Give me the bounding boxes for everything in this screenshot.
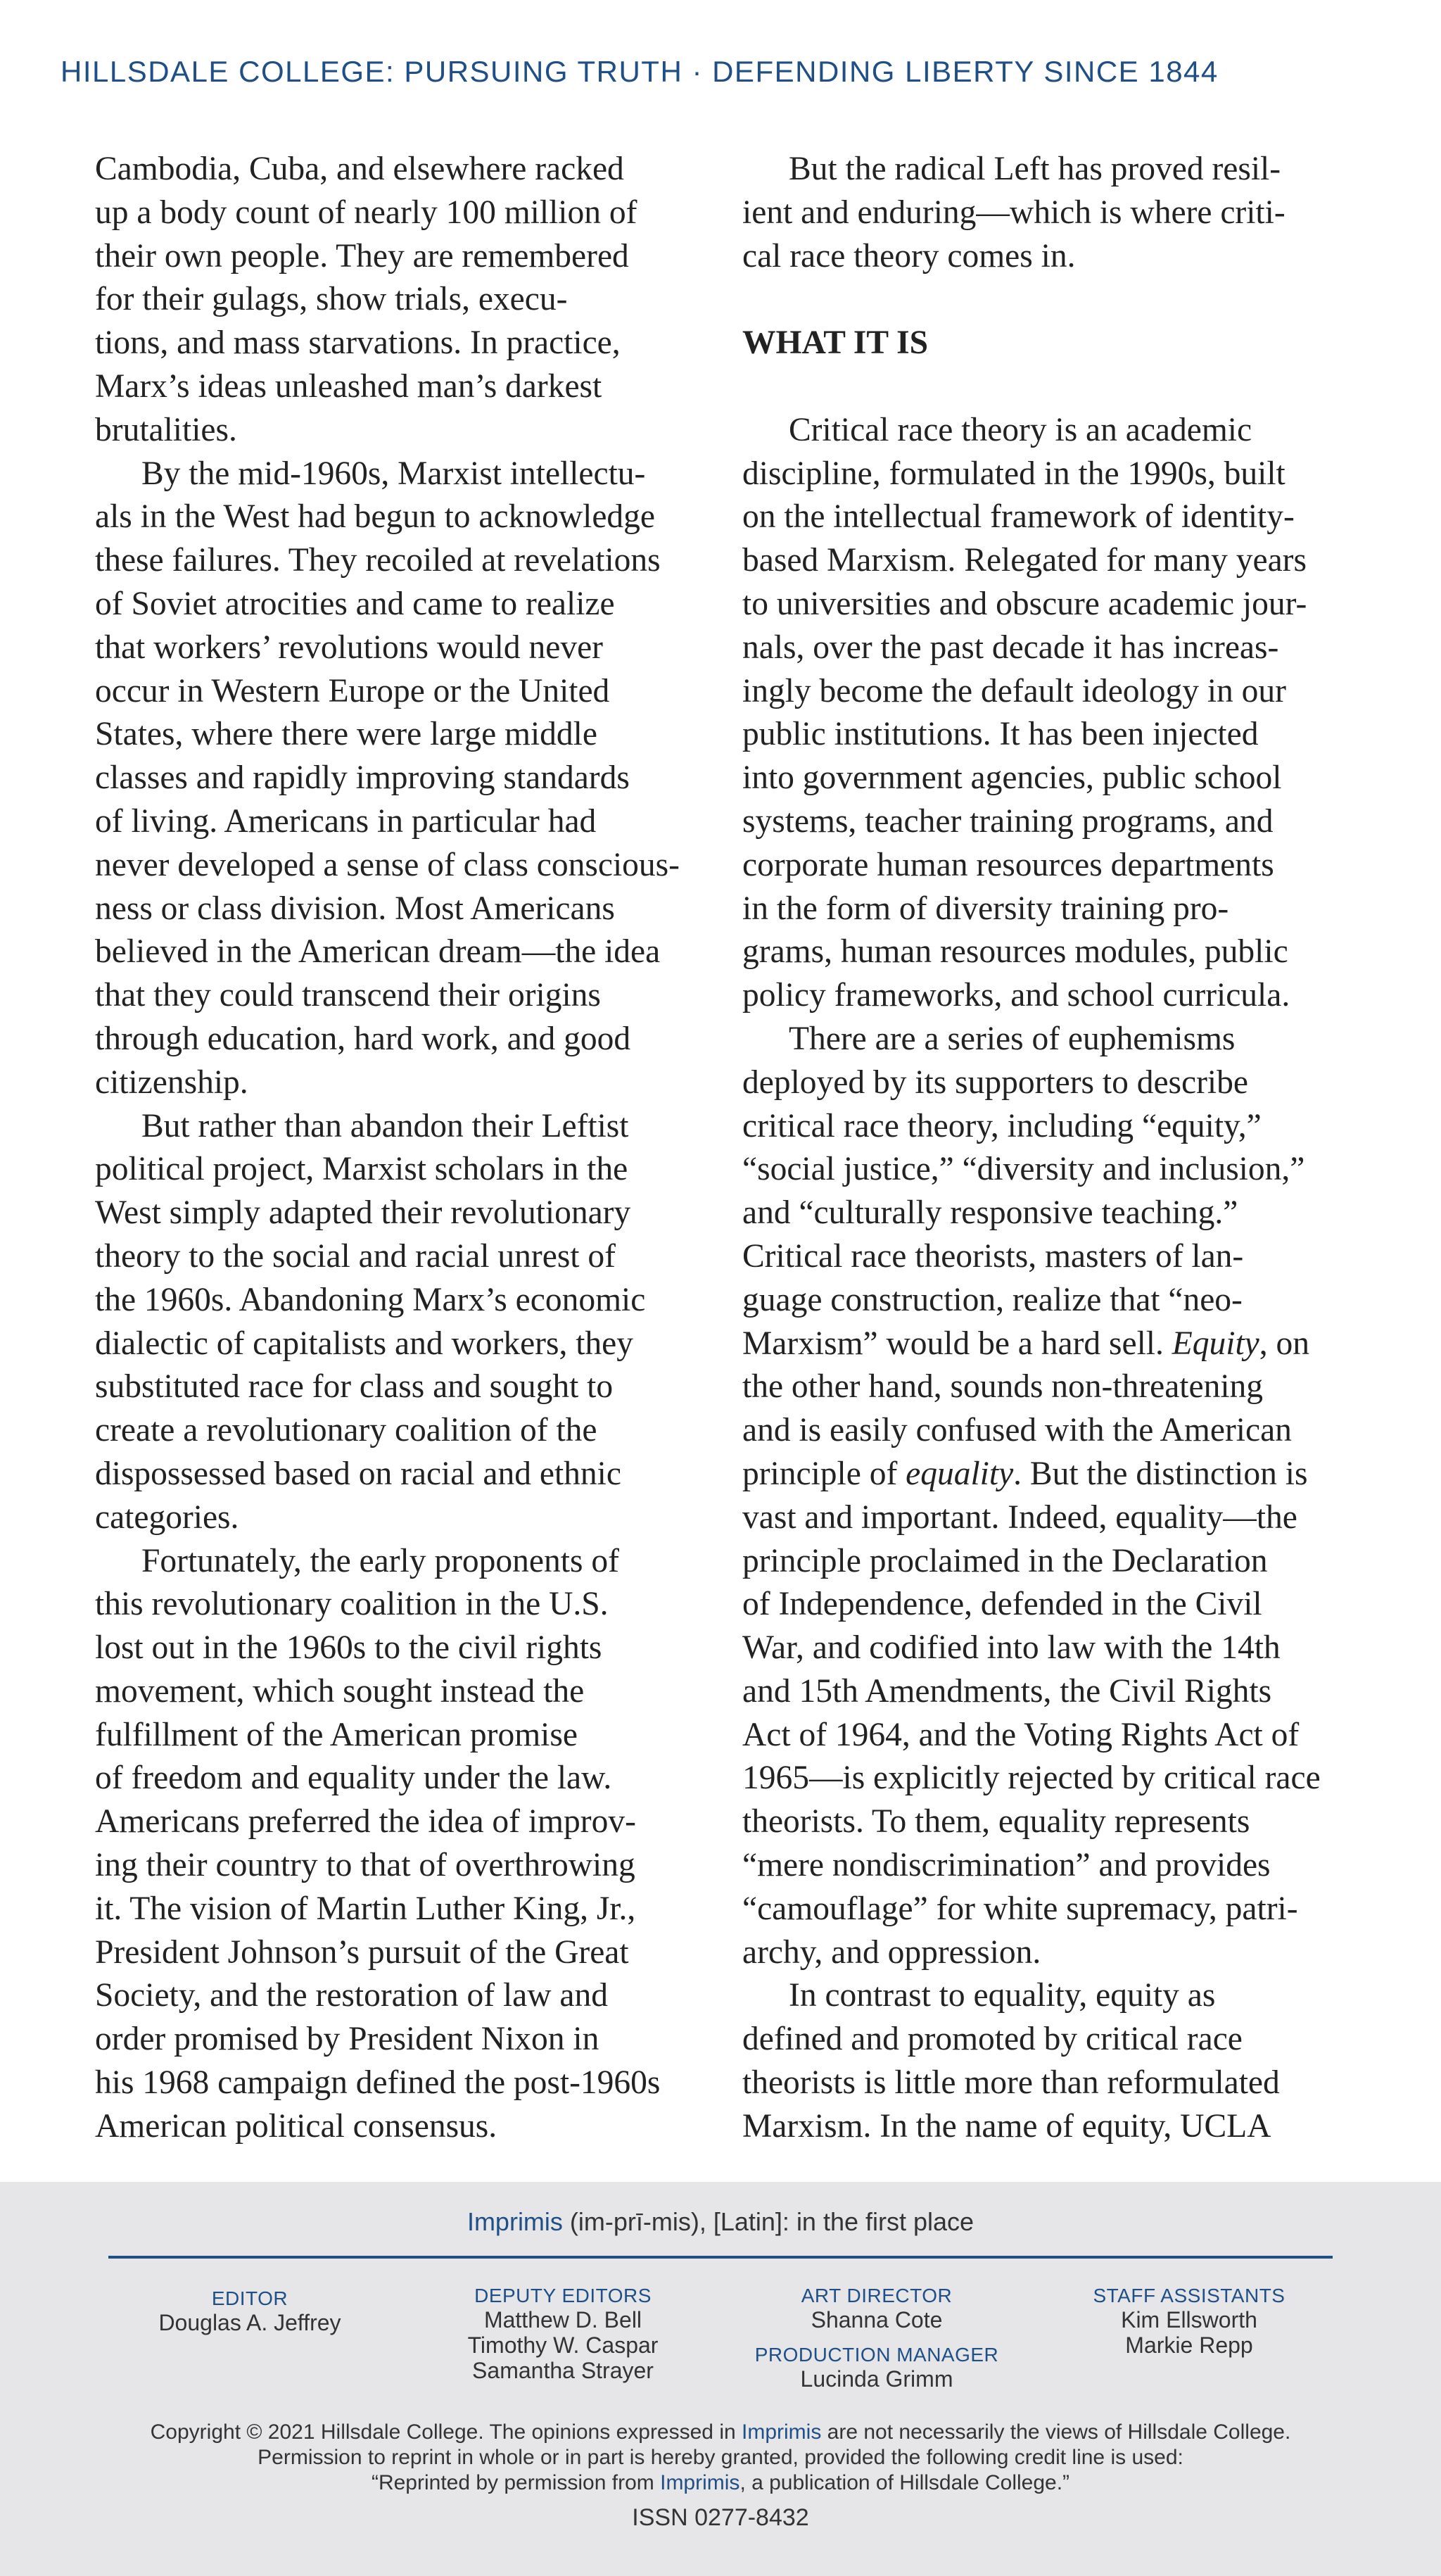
text-line: this revolutionary coalition in the U.S. <box>95 1586 609 1623</box>
text-line: of Soviet atrocities and came to realize <box>95 585 615 622</box>
issn: ISSN 0277-8432 <box>632 2504 809 2531</box>
text-line: “mere nondiscrimination” and provides <box>742 1847 1271 1884</box>
text-line: occur in Western Europe or the United <box>95 672 610 709</box>
text-line: There are a series of euphemisms <box>789 1020 1236 1057</box>
text-line: theorists. To them, equality represents <box>742 1803 1250 1841</box>
text-line: public institutions. It has been injected <box>742 716 1259 753</box>
paragraph <box>95 1540 700 2149</box>
paragraph <box>742 1018 1347 1975</box>
text-line: “social justice,” “diversity and inclusion,” <box>742 1151 1305 1188</box>
copyright-notice: Copyright © 2021 Hillsdale College. The opinions expressed in Imprimis are not necessarily the views of Hillsdale College. Permission to reprint in whole or in part is hereby granted, provided the following credit line is used: “Reprinted by permission from Imprimis, a publication of Hillsdale College.” <box>150 2420 1291 2494</box>
paragraph <box>742 1974 1347 2148</box>
text-line: archy, and oppression. <box>742 1933 1041 1971</box>
paragraph <box>742 409 1347 1018</box>
text-line: into government agencies, public school <box>742 759 1282 797</box>
text-line: President Johnson’s pursuit of the Great <box>95 1933 629 1971</box>
text-line: nals, over the past decade it has increas- <box>742 629 1279 666</box>
text-line: In contrast to equality, equity as <box>789 1977 1216 2014</box>
text-line: als in the West had begun to acknowledge <box>95 498 655 536</box>
text-line: But rather than abandon their Leftist <box>141 1107 629 1144</box>
text-line: and 15th Amendments, the Civil Rights <box>742 1672 1272 1710</box>
text-line: of Independence, defended in the Civil <box>742 1586 1262 1623</box>
text-line: Marxism” would be a hard sell. Equity, on <box>742 1325 1310 1362</box>
text-line: brutalities. <box>95 411 237 448</box>
text-line: these failures. They recoiled at revelations <box>95 542 661 579</box>
text-line: their own people. They are remembered <box>95 237 629 274</box>
text-line: substituted race for class and sought to <box>95 1368 614 1406</box>
text-line: movement, which sought instead the <box>95 1672 585 1710</box>
text-line: vast and important. Indeed, equality—the <box>742 1498 1297 1536</box>
text-line: policy frameworks, and school curricula. <box>742 977 1290 1014</box>
divider <box>108 2256 1333 2259</box>
text-line: corporate human resources departments <box>742 846 1274 883</box>
text-line: ness or class division. Most Americans <box>95 890 615 927</box>
text-line: defined and promoted by critical race <box>742 2021 1243 2058</box>
text-line: But the radical Left has proved resil- <box>789 151 1281 187</box>
text-line: in the form of diversity training pro- <box>742 890 1229 927</box>
text-line: of living. Americans in particular had <box>95 802 597 840</box>
text-line: classes and rapidly improving standards <box>95 759 630 797</box>
text-line: Americans preferred the idea of improv- <box>95 1803 636 1841</box>
text-line: lost out in the 1960s to the civil rights <box>95 1629 602 1667</box>
text-line: dispossessed based on racial and ethnic <box>95 1455 621 1492</box>
text-line: deployed by its supporters to describe <box>742 1063 1248 1101</box>
page-header: HILLSDALE COLLEGE: PURSUING TRUTH · DEFENDING LIBERTY SINCE 1844 <box>61 55 1219 88</box>
text-line: ing their country to that of overthrowing <box>95 1847 635 1884</box>
text-line: and “culturally responsive teaching.” <box>742 1194 1238 1232</box>
paragraph <box>95 1105 700 1540</box>
text-line: order promised by President Nixon in <box>95 2021 599 2058</box>
deputy-editors-block: DEPUTY EDITORS Matthew D. Bell Timothy W. Caspar Samantha Strayer <box>467 2285 659 2383</box>
text-line: systems, teacher training programs, and <box>742 802 1274 840</box>
text-line: to universities and obscure academic jour- <box>742 585 1307 622</box>
text-line: categories. <box>95 1498 239 1536</box>
text-line: Critical race theory is an academic <box>789 411 1252 448</box>
text-line: it. The vision of Martin Luther King, Jr., <box>95 1890 636 1927</box>
text-line: and is easily confused with the American <box>742 1412 1292 1449</box>
art-director-block: ART DIRECTOR Shanna Cote PRODUCTION MANAGER Lucinda Grimm <box>754 2285 999 2392</box>
text-line: the other hand, sounds non-threatening <box>742 1368 1264 1406</box>
text-line: the 1960s. Abandoning Marx’s economic <box>95 1281 646 1318</box>
text-line: States, where there were large middle <box>95 716 597 753</box>
text-line: grams, human resources modules, public <box>742 933 1288 971</box>
text-line: 1965—is explicitly rejected by critical race <box>742 1760 1321 1797</box>
imprimis-definition: Imprimis (im-prī-mis), [Latin]: in the first place <box>466 2207 975 2236</box>
text-line: cal race theory comes in. <box>742 237 1076 274</box>
staff-assistants-block: STAFF ASSISTANTS Kim Ellsworth Markie Repp <box>1093 2285 1286 2358</box>
text-line: West simply adapted their revolutionary <box>95 1194 631 1232</box>
text-line: dialectic of capitalists and workers, they <box>95 1325 634 1362</box>
paragraph <box>95 148 700 453</box>
text-line: principle proclaimed in the Declaration <box>742 1542 1268 1579</box>
text-line: Society, and the restoration of law and <box>95 1977 608 2014</box>
text-line: ient and enduring—which is where criti- <box>742 194 1286 231</box>
text-line: theorists is little more than reformulated <box>742 2064 1280 2102</box>
text-line: citizenship. <box>95 1063 248 1101</box>
text-line: that they could transcend their origins <box>95 977 601 1014</box>
text-line: up a body count of nearly 100 million of <box>95 194 637 231</box>
text-line: ingly become the default ideology in our <box>742 672 1286 709</box>
text-line: his 1968 campaign defined the post-1960s <box>95 2064 661 2102</box>
text-line: Marx’s ideas unleashed man’s darkest <box>95 367 602 405</box>
text-line: create a revolutionary coalition of the <box>95 1412 597 1449</box>
text-line: fulfillment of the American promise <box>95 1716 578 1753</box>
text-line: political project, Marxist scholars in the <box>95 1151 628 1188</box>
text-line: believed in the American dream—the idea <box>95 933 661 971</box>
text-line: discipline, formulated in the 1990s, built <box>742 455 1286 492</box>
text-line: theory to the social and racial unrest of <box>95 1237 616 1275</box>
text-line: Fortunately, the early proponents of <box>141 1542 619 1579</box>
text-line: “camouflage” for white supremacy, patri- <box>742 1890 1298 1927</box>
text-line: tions, and mass starvations. In practice, <box>95 324 621 362</box>
section-heading: WHAT IT IS <box>742 324 929 362</box>
text-line: Marxism. In the name of equity, UCLA <box>742 2107 1271 2145</box>
text-line: critical race theory, including “equity,” <box>742 1107 1262 1144</box>
text-line: Cambodia, Cuba, and elsewhere racked <box>95 151 624 187</box>
paragraph <box>742 148 1347 278</box>
text-line: for their gulags, show trials, execu- <box>95 281 568 318</box>
editor-block: EDITOR Douglas A. Jeffrey <box>158 2287 341 2335</box>
paragraph <box>95 453 700 1105</box>
left-column <box>95 148 700 2149</box>
text-line: guage construction, realize that “neo- <box>742 1281 1243 1318</box>
text-line: based Marxism. Relegated for many years <box>742 542 1307 579</box>
text-line: Act of 1964, and the Voting Rights Act of <box>742 1716 1300 1753</box>
text-line: American political consensus. <box>95 2107 497 2145</box>
text-line: War, and codified into law with the 14th <box>742 1629 1281 1667</box>
masthead-footer <box>0 2182 1441 2576</box>
text-line: Critical race theorists, masters of lan- <box>742 1237 1244 1275</box>
text-line: on the intellectual framework of identity- <box>742 498 1295 536</box>
right-column <box>742 148 1347 2149</box>
text-line: principle of equality. But the distinction is <box>742 1455 1308 1492</box>
text-line: By the mid-1960s, Marxist intellectu- <box>141 455 646 492</box>
text-line: of freedom and equality under the law. <box>95 1760 612 1797</box>
text-line: that workers’ revolutions would never <box>95 629 603 666</box>
text-line: through education, hard work, and good <box>95 1020 631 1057</box>
text-line: never developed a sense of class conscious- <box>95 846 680 883</box>
